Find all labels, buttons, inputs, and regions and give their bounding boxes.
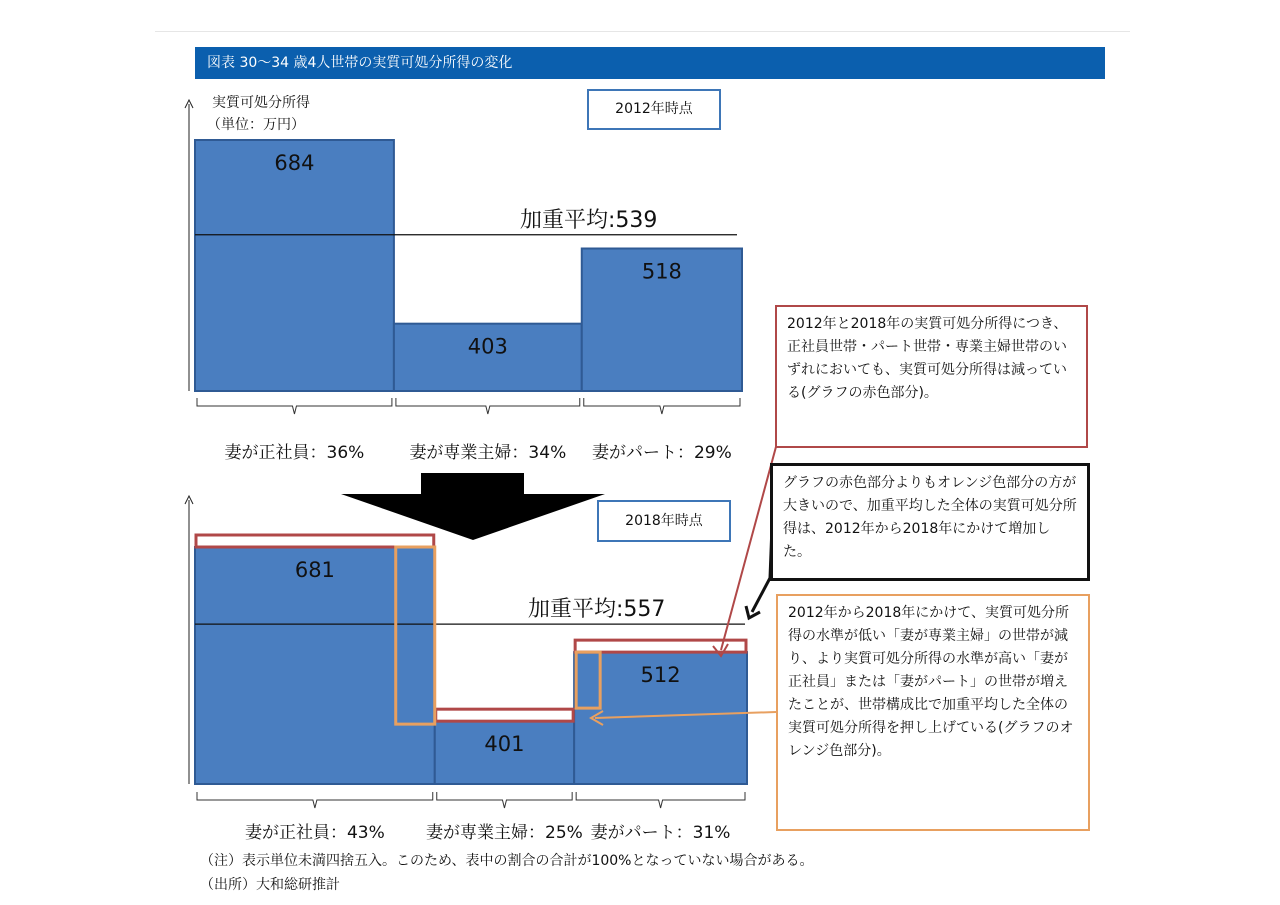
- tick-label: 妻がパート：31%: [590, 823, 731, 843]
- data-label: 518: [641, 259, 682, 284]
- callout-black: グラフの赤色部分よりもオレンジ色部分の方が大きいので、加重平均した全体の実質可処分所得は、2012年から2018年にかけて増加した。: [770, 463, 1090, 581]
- data-label: 401: [484, 732, 525, 757]
- tick-label: 妻が正社員：36%: [224, 443, 365, 463]
- period-2012-label: 2012年時点: [587, 89, 721, 130]
- category-brace: [576, 792, 745, 808]
- y-axis-unit: （単位：万円）: [207, 117, 305, 133]
- figure-title: 図表 30～34 歳4人世帯の実質可処分所得の変化: [195, 47, 1105, 79]
- bar: [195, 140, 394, 391]
- tick-label: 妻が専業主婦：34%: [409, 443, 567, 463]
- black-connector: [752, 578, 770, 612]
- data-label: 403: [467, 334, 508, 359]
- category-brace: [396, 398, 580, 414]
- tick-label: 妻がパート：29%: [591, 443, 732, 463]
- bar: [195, 547, 435, 784]
- category-brace: [584, 398, 740, 414]
- tick-label: 妻が専業主婦：25%: [426, 823, 583, 843]
- data-label: 512: [640, 663, 681, 688]
- category-brace: [437, 792, 572, 808]
- data-label: 681: [294, 558, 335, 582]
- y-axis-label: 実質可処分所得: [212, 95, 310, 111]
- category-brace: [197, 398, 392, 414]
- category-brace: [197, 792, 433, 808]
- callout-orange: 2012年から2018年にかけて、実質可処分所得の水準が低い「妻が専業主婦」の世帯が減り、より実質可処分所得の水準が高い「妻が正社員」または「妻がパート」の世帯が増えたことが、世帯構成比で加重平均した全体の実質可処分所得を押し上げている(グラフのオレンジ色部分)。: [776, 594, 1090, 831]
- note-source: （出所）大和総研推計: [200, 877, 340, 893]
- decline-highlight: [436, 709, 573, 721]
- average-label: 加重平均:557: [528, 597, 666, 623]
- period-2018-label: 2018年時点: [597, 500, 731, 542]
- data-label: 684: [274, 151, 315, 175]
- callout-red: 2012年と2018年の実質可処分所得につき、正社員世帯・パート世帯・専業主婦世帯のいずれにおいても、実質可処分所得は減っている(グラフの赤色部分)。: [775, 305, 1088, 448]
- tick-label: 妻が正社員：43%: [244, 823, 385, 843]
- average-label: 加重平均:539: [520, 207, 658, 233]
- note-rounding: （注）表示単位未満四捨五入。このため、表中の割合の合計が100%となっていない場合がある。: [200, 853, 814, 869]
- decline-highlight: [196, 535, 434, 547]
- decline-highlight: [575, 640, 746, 652]
- transition-arrow: [341, 473, 605, 540]
